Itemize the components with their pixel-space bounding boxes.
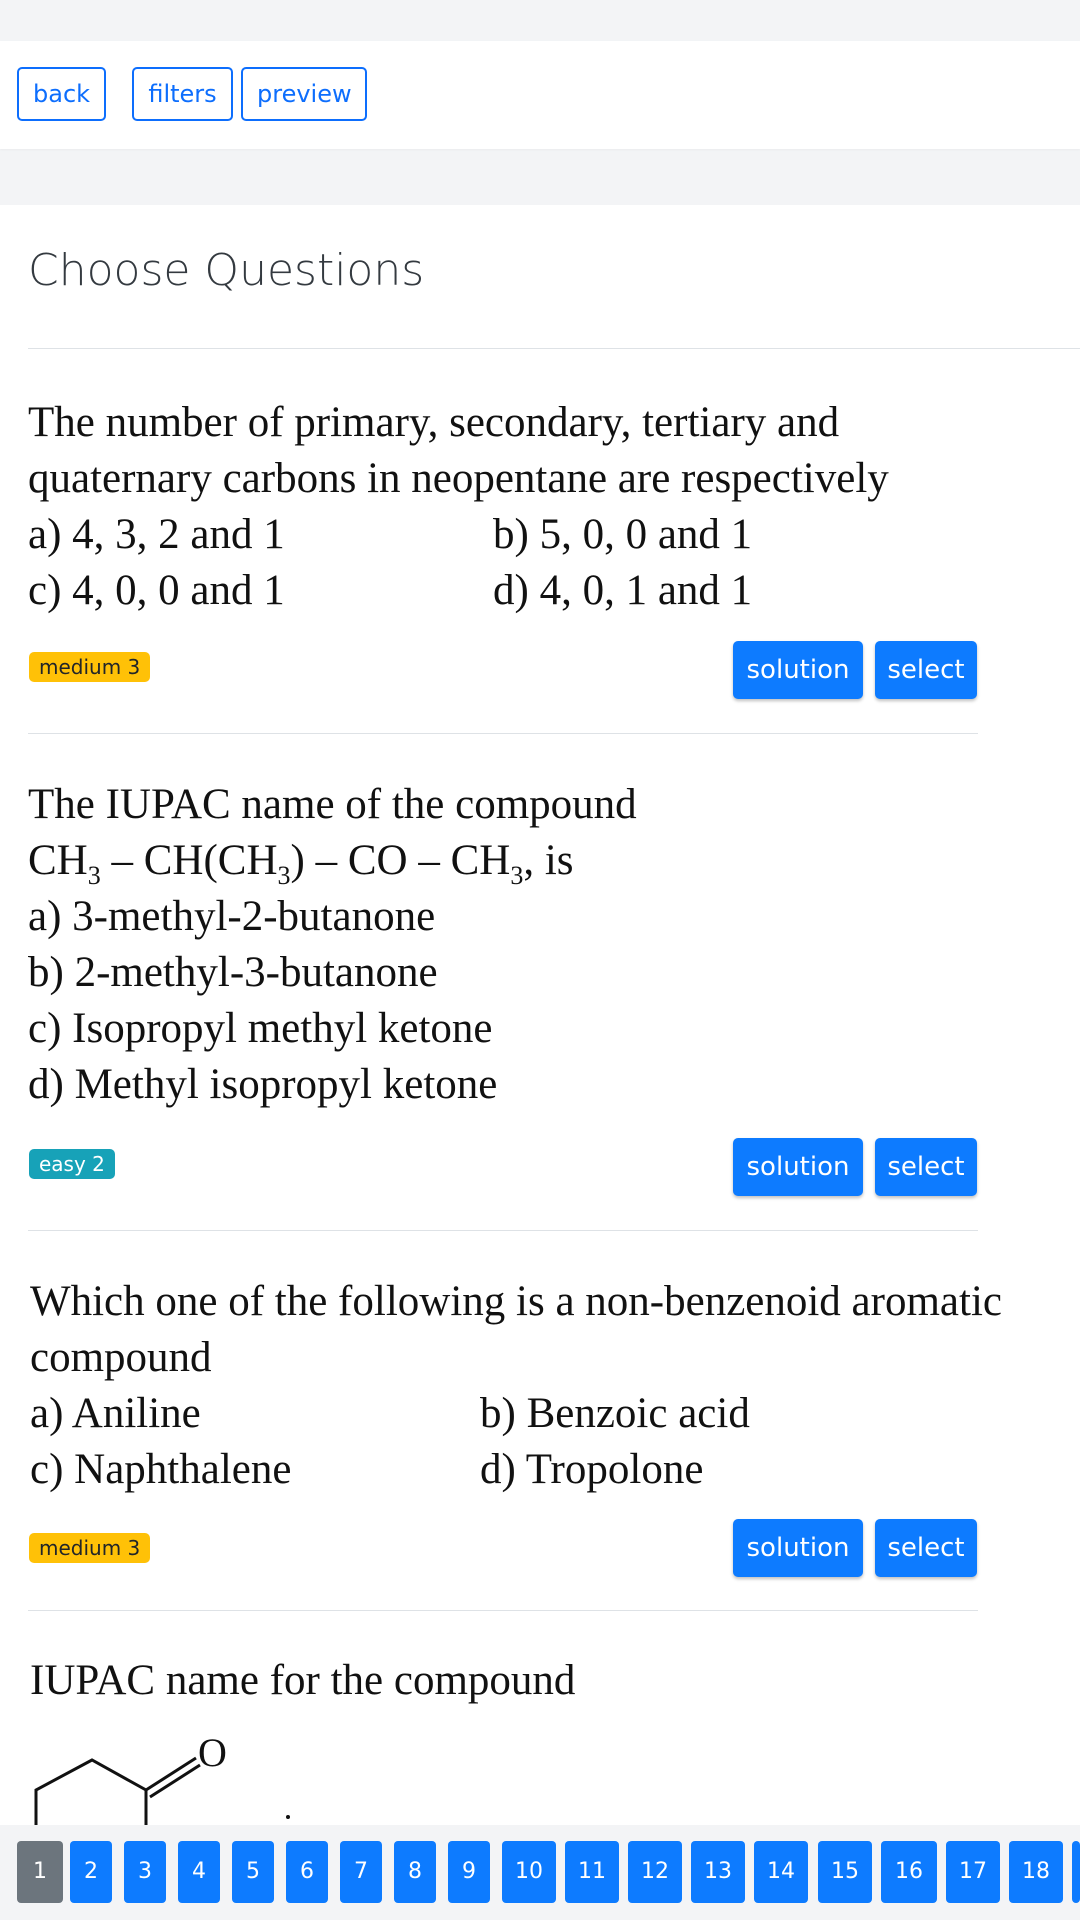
- filters-button[interactable]: filters: [132, 67, 233, 121]
- oxygen-label: O: [198, 1730, 227, 1775]
- option-d: d) Methyl isopropyl ketone: [28, 1061, 498, 1108]
- page-button-next-partial[interactable]: [1072, 1841, 1080, 1903]
- page-button-4[interactable]: 4: [178, 1841, 220, 1903]
- option-c: c) 4, 0, 0 and 1: [28, 567, 285, 614]
- select-button[interactable]: select: [875, 1138, 977, 1196]
- page-button-10[interactable]: 10: [502, 1841, 556, 1903]
- page-button-3[interactable]: 3: [124, 1841, 166, 1903]
- select-button[interactable]: select: [875, 1519, 977, 1577]
- chemical-structure-image: [28, 1720, 248, 1825]
- back-button[interactable]: back: [17, 67, 106, 121]
- page-button-14[interactable]: 14: [754, 1841, 808, 1903]
- dot-mark: [286, 1815, 290, 1819]
- divider: [28, 1610, 978, 1611]
- page-button-13[interactable]: 13: [691, 1841, 745, 1903]
- page-button-7[interactable]: 7: [340, 1841, 382, 1903]
- option-c: c) Naphthalene: [30, 1446, 292, 1493]
- question-options: [28, 507, 978, 619]
- option-a: a) Aniline: [30, 1390, 201, 1437]
- difficulty-badge: easy 2: [29, 1149, 115, 1179]
- page-button-15[interactable]: 15: [818, 1841, 872, 1903]
- page-button-18[interactable]: 18: [1009, 1841, 1063, 1903]
- divider: [28, 1230, 978, 1231]
- option-b: b) 5, 0, 0 and 1: [493, 511, 753, 558]
- option-a: a) 4, 3, 2 and 1: [28, 511, 285, 558]
- question-3-text: [30, 1274, 1002, 1498]
- option-b: b) Benzoic acid: [480, 1390, 750, 1437]
- page-button-8[interactable]: 8: [394, 1841, 436, 1903]
- page-button-6[interactable]: 6: [286, 1841, 328, 1903]
- difficulty-badge: medium 3: [29, 652, 150, 682]
- solution-button[interactable]: solution: [733, 641, 863, 699]
- solution-button[interactable]: solution: [733, 1138, 863, 1196]
- question-line: IUPAC name for the compound: [30, 1657, 576, 1704]
- question-line: Which one of the following is a non-benzenoid aromatic: [30, 1278, 1002, 1325]
- question-formula: $CH_3 - CH(CH_3)$ – CO – $CH_3$, is: [28, 837, 574, 890]
- pagination: [0, 1827, 1080, 1920]
- preview-button[interactable]: preview: [241, 67, 367, 121]
- question-line: compound: [30, 1334, 212, 1381]
- question-line: The IUPAC name of the compound: [28, 781, 637, 828]
- page-button-9[interactable]: 9: [448, 1841, 490, 1903]
- select-button[interactable]: select: [875, 641, 977, 699]
- questions-card: [0, 205, 1080, 1825]
- page-button-12[interactable]: 12: [628, 1841, 682, 1903]
- question-line: quaternary carbons in neopentane are respectively: [28, 455, 889, 502]
- question-1-text: [28, 395, 978, 619]
- page-button-2[interactable]: 2: [70, 1841, 112, 1903]
- question-line: The number of primary, secondary, tertiary and: [28, 399, 840, 446]
- divider: [28, 348, 1080, 349]
- solution-button[interactable]: solution: [733, 1519, 863, 1577]
- question-4-text: [30, 1653, 980, 1709]
- divider: [28, 733, 978, 734]
- page-button-1[interactable]: 1: [17, 1841, 63, 1903]
- option-a: a) 3-methyl-2-butanone: [28, 893, 436, 940]
- page-button-16[interactable]: 16: [881, 1841, 937, 1903]
- option-c: c) Isopropyl methyl ketone: [28, 1005, 493, 1052]
- page-button-17[interactable]: 17: [946, 1841, 1000, 1903]
- difficulty-badge: medium 3: [29, 1533, 150, 1563]
- option-d: d) 4, 0, 1 and 1: [493, 567, 753, 614]
- question-options: [30, 1386, 980, 1498]
- cyclohexanone-ring: [36, 1758, 200, 1825]
- page-title: Choose Questions: [28, 245, 425, 296]
- option-b: b) 2-methyl-3-butanone: [28, 949, 438, 996]
- page-button-11[interactable]: 11: [565, 1841, 619, 1903]
- page-button-5[interactable]: 5: [232, 1841, 274, 1903]
- question-2-text: [28, 777, 978, 1113]
- option-d: d) Tropolone: [480, 1446, 704, 1493]
- top-toolbar: [0, 41, 1080, 149]
